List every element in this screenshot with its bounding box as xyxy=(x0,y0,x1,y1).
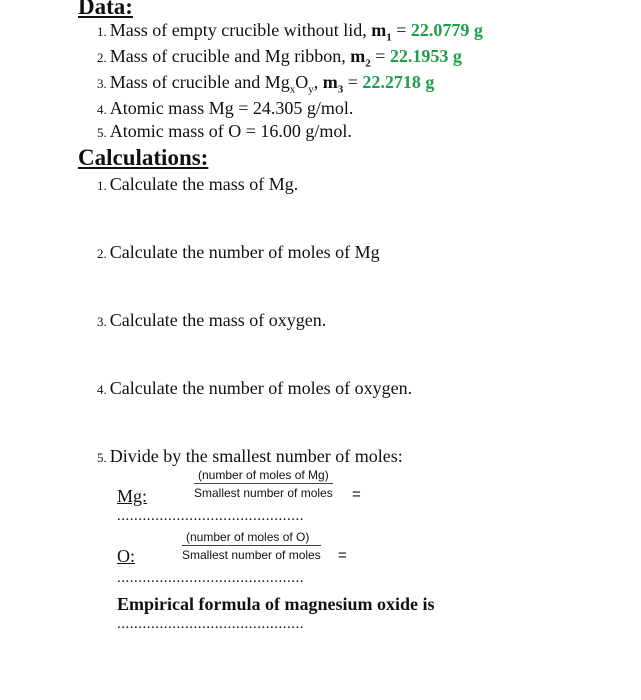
mass-value: 22.2718 g xyxy=(362,72,435,92)
item-number: 5. xyxy=(97,125,107,140)
empirical-answer-line[interactable]: ............................................ xyxy=(117,616,304,632)
data-item-text: Mass of empty crucible without lid, xyxy=(109,20,372,40)
item-number: 1. xyxy=(97,178,107,193)
calc-item-4 xyxy=(97,378,412,399)
item-number: 2. xyxy=(97,246,107,261)
o-fraction xyxy=(182,530,321,562)
mass-subscript: 2 xyxy=(365,57,371,70)
calc-item-text: Calculate the number of moles of oxygen. xyxy=(109,378,413,398)
mg-fraction xyxy=(194,468,333,500)
mass-symbol: m xyxy=(371,20,387,40)
mass-value: 22.1953 g xyxy=(389,46,462,66)
data-item-2 xyxy=(97,46,462,70)
item-number: 3. xyxy=(97,76,107,91)
calc-item-text: Calculate the mass of oxygen. xyxy=(109,310,327,330)
mass-subscript: 3 xyxy=(337,83,344,96)
data-item-text: Mass of crucible and Mg ribbon, xyxy=(109,46,351,66)
item-number: 5. xyxy=(97,450,107,465)
formula-subscript-x: x xyxy=(289,83,296,96)
equals-sign: = xyxy=(343,72,363,92)
item-number: 4. xyxy=(97,382,107,397)
data-item-5 xyxy=(97,121,352,142)
data-item-4 xyxy=(97,98,353,119)
calculations-heading: Calculations: xyxy=(78,145,209,170)
formula-subscript-y: y xyxy=(308,83,314,96)
data-item-text: Mass of crucible and Mg xyxy=(109,72,290,92)
calc-item-3 xyxy=(97,310,326,331)
o-answer-line[interactable]: ............................................ xyxy=(117,570,304,586)
equals-sign: = xyxy=(370,46,390,66)
item-number: 2. xyxy=(97,50,107,65)
equals-sign: = xyxy=(391,20,411,40)
calc-item-text: Calculate the number of moles of Mg xyxy=(109,242,380,262)
data-heading: Data: xyxy=(78,0,133,19)
mg-fraction-denominator: Smallest number of moles xyxy=(194,486,333,500)
o-label: O: xyxy=(117,546,135,566)
empirical-formula-prompt: Empirical formula of magnesium oxide is xyxy=(117,594,435,614)
mass-symbol: m xyxy=(322,72,338,92)
data-item-text: Atomic mass of O = 16.00 g/mol. xyxy=(109,121,352,141)
formula-oxygen: O xyxy=(295,72,309,92)
item-number: 1. xyxy=(97,24,107,39)
calc-item-2 xyxy=(97,242,380,263)
o-fraction-numerator: (number of moles of O) xyxy=(182,530,321,546)
data-item-1 xyxy=(97,20,483,44)
calc-item-5 xyxy=(97,446,403,467)
mg-answer-line[interactable]: ............................................ xyxy=(117,508,304,524)
mg-fraction-numerator: (number of moles of Mg) xyxy=(194,468,333,484)
mass-symbol: m xyxy=(350,46,366,66)
separator: , xyxy=(313,72,323,92)
calc-item-text: Divide by the smallest number of moles: xyxy=(109,446,403,466)
o-equals: = xyxy=(338,547,347,564)
data-item-text: Atomic mass Mg = 24.305 g/mol. xyxy=(109,98,354,118)
calc-item-text: Calculate the mass of Mg. xyxy=(109,174,299,194)
o-fraction-denominator: Smallest number of moles xyxy=(182,548,321,562)
item-number: 4. xyxy=(97,102,107,117)
calc-item-1 xyxy=(97,174,298,195)
mass-subscript: 1 xyxy=(386,31,392,44)
mg-label: Mg: xyxy=(117,486,148,506)
data-item-3 xyxy=(97,72,435,96)
mass-value: 22.0779 g xyxy=(410,20,483,40)
item-number: 3. xyxy=(97,314,107,329)
mg-equals: = xyxy=(352,486,361,503)
